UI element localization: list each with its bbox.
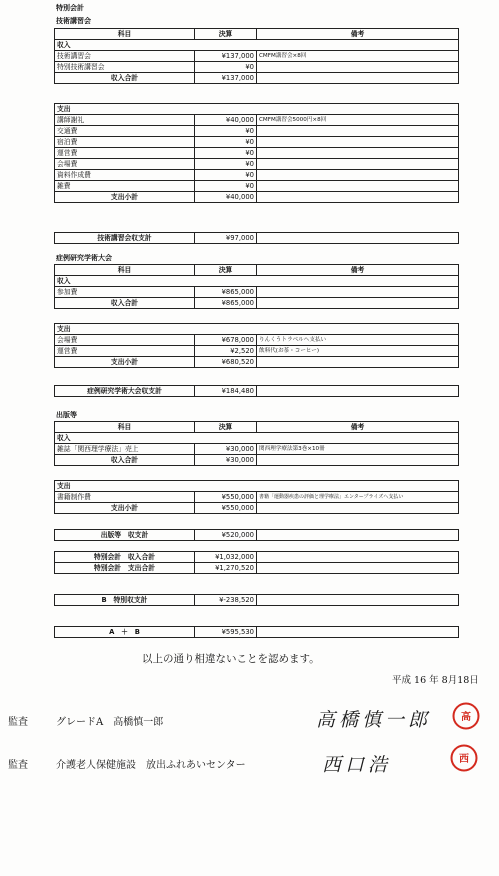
header-note: 備考 (257, 422, 459, 433)
tech-income-table (54, 28, 459, 84)
table-row (55, 137, 459, 148)
header-amount: 決算 (195, 265, 257, 276)
expense-total-label: 支出小計 (55, 192, 195, 203)
balance-row (55, 530, 459, 541)
balance-amount: ¥520,000 (195, 530, 257, 541)
amount-cell: ¥550,000 (195, 492, 257, 503)
amount-cell: ¥137,000 (195, 51, 257, 62)
special-income-row (55, 552, 459, 563)
special-totals-table (54, 551, 459, 574)
amount-cell: ¥0 (195, 126, 257, 137)
header-note: 備考 (257, 29, 459, 40)
income-label: 収入 (55, 433, 459, 444)
item-cell: 会場費 (55, 159, 195, 170)
svg-text:西: 西 (459, 754, 469, 765)
amount-cell: ¥40,000 (195, 115, 257, 126)
item-cell: 会場費 (55, 335, 195, 346)
auditor-name: 介護老人保健施設 放出ふれあいセンター (56, 760, 246, 771)
auditor-name: グレードA 高橋慎一郎 (56, 717, 164, 728)
amount-cell: ¥0 (195, 170, 257, 181)
pub-balance-table (54, 529, 459, 541)
case-section-title: 症例研究学術大会 (56, 254, 112, 262)
income-total-row (55, 298, 459, 309)
table-row (55, 115, 459, 126)
item-cell: 雑費 (55, 181, 195, 192)
expense-total-amount: ¥40,000 (195, 192, 257, 203)
amount-cell: ¥678,000 (195, 335, 257, 346)
table-row (55, 181, 459, 192)
expense-label-row (55, 324, 459, 335)
table-header-row (55, 265, 459, 276)
table-header-row (55, 422, 459, 433)
tech-balance-table (54, 232, 459, 244)
note-cell: CMFM講習会×8回 (257, 51, 459, 62)
page-title: 特別会計 (56, 4, 84, 12)
header-amount: 決算 (195, 29, 257, 40)
b-balance-label: B 特別収支計 (55, 595, 195, 606)
item-cell: 講師謝礼 (55, 115, 195, 126)
expense-total-amount: ¥550,000 (195, 503, 257, 514)
table-row (55, 335, 459, 346)
ab-total-table (54, 626, 459, 638)
pub-income-table (54, 421, 459, 466)
income-total-label: 収入合計 (55, 298, 195, 309)
svg-text:高: 高 (461, 712, 471, 723)
note-cell: りんくうトラベルへ支払い (257, 335, 459, 346)
income-total-amount: ¥865,000 (195, 298, 257, 309)
table-row (55, 62, 459, 73)
ab-total-label: A ＋ B (55, 627, 195, 638)
amount-cell: ¥865,000 (195, 287, 257, 298)
table-row (55, 492, 459, 503)
item-cell: 運営費 (55, 346, 195, 357)
expense-label-row (55, 481, 459, 492)
expense-total-amount: ¥680,520 (195, 357, 257, 368)
special-expense-label: 特別会計 支出合計 (55, 563, 195, 574)
note-cell (257, 126, 459, 137)
auditor-role: 監査 (8, 760, 28, 771)
income-total-label: 収入合計 (55, 73, 195, 84)
table-row (55, 444, 459, 455)
table-row (55, 159, 459, 170)
case-expense-table (54, 323, 459, 368)
special-expense-amount: ¥1,270,520 (195, 563, 257, 574)
amount-cell: ¥0 (195, 148, 257, 159)
item-cell: 運営費 (55, 148, 195, 159)
expense-total-row (55, 503, 459, 514)
expense-total-row (55, 192, 459, 203)
seal-stamp-icon (452, 702, 480, 730)
item-cell: 資料作成費 (55, 170, 195, 181)
note-cell (257, 181, 459, 192)
amount-cell: ¥0 (195, 181, 257, 192)
pub-expense-table (54, 480, 459, 514)
header-item: 科目 (55, 29, 195, 40)
table-row (55, 126, 459, 137)
header-item: 科目 (55, 265, 195, 276)
table-row (55, 170, 459, 181)
case-balance-table (54, 385, 459, 397)
table-row (55, 51, 459, 62)
expense-total-label: 支出小計 (55, 357, 195, 368)
note-cell: CMFM講習会5000円×8回 (257, 115, 459, 126)
item-cell: 宿泊費 (55, 137, 195, 148)
special-income-amount: ¥1,032,000 (195, 552, 257, 563)
income-total-amount: ¥137,000 (195, 73, 257, 84)
amount-cell: ¥0 (195, 62, 257, 73)
b-balance-table (54, 594, 459, 606)
balance-row (55, 386, 459, 397)
note-cell: 関西理学療法第3巻×10冊 (257, 444, 459, 455)
item-cell: 参加費 (55, 287, 195, 298)
header-amount: 決算 (195, 422, 257, 433)
balance-label: 技術講習会収支計 (55, 233, 195, 244)
note-cell (257, 170, 459, 181)
expense-label-row (55, 104, 459, 115)
balance-amount: ¥97,000 (195, 233, 257, 244)
note-cell (257, 148, 459, 159)
auditor-signature: 高橋慎一郎 (316, 709, 432, 731)
note-cell (257, 287, 459, 298)
note-cell: 書籍「運動器疾患の評価と理学療法」エンタープライズへ支払い (257, 492, 459, 503)
header-note: 備考 (257, 265, 459, 276)
balance-row (55, 233, 459, 244)
note-cell (257, 137, 459, 148)
amount-cell: ¥2,520 (195, 346, 257, 357)
income-total-amount: ¥30,000 (195, 455, 257, 466)
case-income-table (54, 264, 459, 309)
income-label-row (55, 40, 459, 51)
expense-label: 支出 (55, 324, 459, 335)
seal-stamp-icon (450, 744, 478, 772)
note-cell (257, 62, 459, 73)
note-cell: 飲料代(お茶・コーヒー) (257, 346, 459, 357)
income-label-row (55, 433, 459, 444)
table-header-row (55, 29, 459, 40)
item-cell: 特別技術講習会 (55, 62, 195, 73)
table-row (55, 346, 459, 357)
note-cell (257, 159, 459, 170)
income-label-row (55, 276, 459, 287)
tech-section-title: 技術講習会 (56, 17, 91, 25)
balance-label: 出版等 収支計 (55, 530, 195, 541)
special-expense-row (55, 563, 459, 574)
item-cell: 書籍制作費 (55, 492, 195, 503)
table-row (55, 148, 459, 159)
b-balance-amount: ¥-238,520 (195, 595, 257, 606)
amount-cell: ¥30,000 (195, 444, 257, 455)
expense-label: 支出 (55, 104, 459, 115)
income-total-row (55, 455, 459, 466)
date-text: 平成 16 年 8月18日 (392, 675, 479, 686)
income-total-row (55, 73, 459, 84)
balance-amount: ¥184,480 (195, 386, 257, 397)
item-cell: 技術講習会 (55, 51, 195, 62)
ab-total-row (55, 627, 459, 638)
tech-expense-table (54, 103, 459, 203)
amount-cell: ¥0 (195, 159, 257, 170)
amount-cell: ¥0 (195, 137, 257, 148)
pub-section-title: 出版等 (56, 411, 77, 419)
expense-total-row (55, 357, 459, 368)
balance-label: 症例研究学術大会収支計 (55, 386, 195, 397)
expense-label: 支出 (55, 481, 459, 492)
expense-total-label: 支出小計 (55, 503, 195, 514)
certification-text: 以上の通り相違ないことを認めます。 (142, 653, 320, 665)
ab-total-amount: ¥595,530 (195, 627, 257, 638)
income-label: 収入 (55, 276, 459, 287)
b-balance-row (55, 595, 459, 606)
header-item: 科目 (55, 422, 195, 433)
special-income-label: 特別会計 収入合計 (55, 552, 195, 563)
item-cell: 交通費 (55, 126, 195, 137)
auditor-signature: 西口浩 (322, 754, 392, 776)
auditor-role: 監査 (8, 717, 28, 728)
table-row (55, 287, 459, 298)
income-total-label: 収入合計 (55, 455, 195, 466)
item-cell: 雑誌「関西理学療法」売上 (55, 444, 195, 455)
income-label: 収入 (55, 40, 459, 51)
